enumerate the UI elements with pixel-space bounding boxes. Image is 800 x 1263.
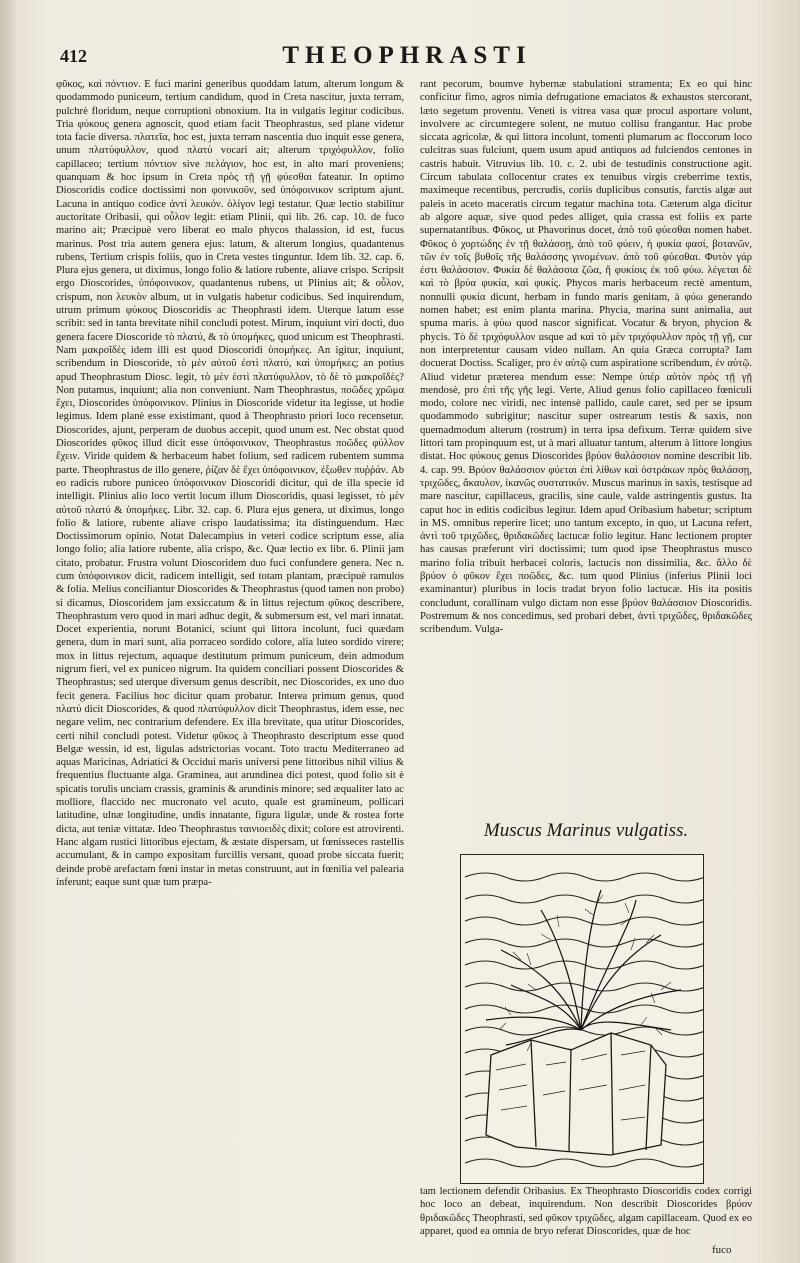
- page-number: 412: [60, 46, 87, 66]
- sea-moss-woodcut: [461, 855, 703, 1183]
- left-column-text: φῦκος, καὶ πόντιον. E fuci marini generibus quoddam latum, alterum longum & quodammodo puniceum, tertium candidum, quod in Creta nascitur, juxta terram, pulchrè floridum, neque corruptioni obnoxium. Ita in vulgatis legitur codicibus. Tria φύκους genera agnoscit, quod etiam facit Theophrastus, sed plane videtur tota facie diversa. πλατεῖα, hoc est, juxta terram nascentia duo inquit esse genera, unum πλατύφυλλον, quod πλατύ vocari ait; alterum τριχόφυλλον, folio capillaceo; tertium πόντιον sive πελάγιον, hoc est, in alto mari proveniens; quanquam & hoc ipsum in Creta πρὸς τῇ γῇ φύεσθαι fateatur. In optimo Dioscoridis codice doctissimi non φοινικοῦν, sed ὑπόφοινικον scriptum ajunt. Lacuna in antiquo codice ἀντὶ λευκόν. ὀλίγον legi testatur. Quæ lectio stabilitur auctoritate Oribasii, qui οὖλον legit: etiam Plinii, qui lib. 26. cap. 10. de fuco marino ait; Præcipuè vero liberat eo malo phycos thalassion, id est, fucus marinus. Post tria autem genera ejus: latum, & alterum longius, quadantenus rubens, Tertium crispis foliis, quo in Creta vestes tinguntur. Idem lib. 32. cap. 6. Plura ejus genera, ut diximus, longo folio & latiore rubente, aliave crispo. Scripsit ergo Dioscorides, ὑπόφοινικον, quadantenus rubens, ut Plinius ait; & οὖλον, crispum, non λευκὸν album, ut in vulgatis habetur codicibus. Sed inquirendum, utrum primum φύκους Dioscoridis ac Theophrasti idem. Uterque latum esse scribit: sed in tanta brevitate nihil concludi potest. Mirum, inquiunt viri docti, duo genera facere Dioscoride τὸ πλατύ, & τὸ ὑπομήκες, quod unicum est Theophrasti. Nam μακροῖδὲς idem illi est quod Dioscoridi ὑπομήκες. An igitur, inquiunt, scribendum in Dioscoride, τὸ μὲν αὐτοῦ ἐστὶ πλατύ, καὶ ὑπομήκες; an potius apud Theophrastum Diosc. legit, τὸ μὲν ἐστὶ πλατύφυλλον, τὸ δὲ τὸ μακροῖδὲς? Non putamus, inquiunt; alia non conveniunt. Nam Theophrastus, ποῶδες χρῶμα ἔχει, Dioscorides ὑπόφοινικον. Plinius in Dioscoride videtur ita legisse, ut hodie legimus. Idem planè esse existimant, quod à Theophrasto priori loco recensetur. Dioscorides, ajunt, perperam de duobus accepit, quod unum est. Nec obstat quod Dioscorides φῦκος illud dicit esse ὑπόφοινικον, Theophrastus ποῶδες φύλλον ἔχειν. Viride quidem & herbaceum habet folium, sed radicem rubentem summa parte. Theophrastus de illo genere, ῥίζαν δὲ ἔχει ὑπόφοινικον, ἐξωθεν πυῤῥάν. Ab eo radicis rubore puniceo ὑπόφοινικον Dioscoridi dicitur, qui de illa specie id intelligit. Plinius alio loco vertit locum illum Dioscoridis, quasi legisset, τὸ μὲν αὐτοῦ πλατύ & ὑπομήκες. Libr. 32. cap. 6. Plura ejus genera, ut diximus, longo folio & latiore, rubente aliave crispo laudatissima; ita distinguendum. Hæc Doctissimorum opinio. Notat Dalecampius in veteri codice scriptum esse, alia longo folio; alia latiore rubente, alia crispo, &c. Quæ lectio ex libr. 6. Plinii jam citato, probatur. Frustra volunt Dioscoridem duo fuci confundere genera. Nec n. cum ὑπόφοινικον dicit, radicem intelligit, sed totam plantam, præcipuè ramulos & folia. Melius conciliantur Dioscorides & Theophrastus (quod tamen non probo) si dicamus, Dioscoridem jam exsiccatum & in littus rejectum φῦκος describere, Theophrastum vero quod in mari adhuc degit, & submersum est, vel mari innatat. Docet experientia, norunt Botanici, sciunt qui littora incolunt, fuci quædam genera, dum in mari sunt, alia porraceo sordido colore, alia luteo sordido virere; mox in littus rejectum, aquaque destitutum primum puniceum, dein admodum nigrum fieri, vel ex puniceo nigrum. Ita quidem conciliari possent Dioscorides & Theophrastus; sed uterque diversum genus describit, nec Dioscorides, ex uno duo fecit genera. Facilius hoc dicitur quam probatur. Interea primum genus, quod πλατύ dicit Dioscorides, & quod πλατύφυλλον dicit Theophrastus, idem esse, nec negare velim, nec contrarium defendere. Ex illa brevitate, qua utitur Dioscorides, certi nihil concludi potest. Videtur φῦκος à Theophrasto descriptum esse quod Belgæ wessin, id est, ligulas adstrictorias vocant. Toto tractu Mediterraneo ad aquas Maricinas, Adriatici & Occidui maris universi pene littoribus nihil vilius & frequentius fluctuante alga. Graminea, aut arundinea dici potest, quod folio sit è spicatis torulis unciam crassis, graminis & arundinis minore; sed æqualiter lato ac molliore, flaccido nec mucronato vel acuto, quale est gramineum, pollicari latitudine, ulnæ longitudine, undis innatante, figura ligulæ, unde & rostea forte dicta, aut teniæ vittatæ. Ideo Theophrastus ταινιοειδὲς dixit; colore est atrovirenti. Hanc algam rustici littoribus ejectam, & æstate dispersam, ut fœnisseces rastellis accumulant, & in campo expositam furcillis versant, quoad probe siccata fuerit; deinde probè arefactam fœni instar in metas construunt, aut in fœnilia vel palearia inferunt; eaque sunt quæ tum præpa-: [56, 79, 404, 888]
- right-text-column-top: [420, 78, 752, 796]
- catchword: fuco: [712, 1244, 732, 1256]
- page-header: [52, 42, 762, 74]
- figure-caption: Muscus Marinus vulgatiss.: [483, 820, 689, 841]
- right-column-top-text: rant pecorum, boumve hybernæ stabulationi stramenta; Ex eo qui hinc conficitur fimo, agros nimia defrugatione emaciatos & exhaustos stercorant, læto segetum proventu. Veneti is vitrea vasa quæ procul asportare volunt, involvere ac circumtegere solent, ne mutuo collisu frangantur. Hac probe siccata agricolæ, & qui littora incolunt, tomenti plumarum ac floccorum loco culcitras suas fulciunt, quem usum apud antiquos ad fulciendos centones in castris habuit. Vitruvius lib. 10. c. 2. ubi de testudinis constructione agit. Circum tabulata collocentur crates ex tenuibus virgis creberrime textis, maximeque recentibus, percrudis, coriis duplicibus consutis, farctis algæ aut paleis in aceto maceratis circum tegatur machina tota. Cæterum alga dicitur ab algore aquæ, sive quod pedes alliget, quia crassa est foliis ex parte supernatantibus. Φῦκος, ut Phavorinus docet, ἀπὸ τοῦ φύεσθαι nomen habet. Φῦκος ὁ χορτώδης ἐν τῇ θαλάσσῃ, ἀπὸ τοῦ φύειν, ἡ φυκία φασί, βοτανῶν, τῶν ἐν τοῖς βυθοῖς τῆς θαλάσσης γινομένων. ἀπὸ τοῦ φύεσθαι. Φυτὸν γάρ ἐστι θαλάσσιον. Φυκία δὲ θαλάσσια ζῶα, ἤ φυκίοις ἐκ τοῦ φύω. λέγεται δὲ καὶ τὸ βρύα φυκία, καὶ φυκίς. Phycos maris herbaceum rectè amentum, nonnulli φυκία dicunt, herbam in fundo maris genitam, à φύω generando nomen habet; est enim planta marina. Phycia, marina sunt animalia, aut spuma maris. à φύω quod nascor significat. Vocatur & bryon, phycion & phycis. Τὸ δὲ τριχόφυλλον usque ad καὶ τὸ μὲν τριχόφυλλον πρὸς τῇ γῇ, cur non interpretentur causam video nullam. An quia Græca corrupta? Iam docuerat Doctiss. Scaliger, pro ἐν αὐτῷ cum aspiratione scribendum, ἐν αὐτῷ. Aliud videtur præterea mendum esse: Nempe ὑπέρ αὐτὸν πρὸς τῇ γῇ mendosè, pro ἐπὶ τῆς γῆς legi. Verte, Aliud genus folio capillaceo fœniculi modo, colore nec viridi, nec intensè pallido, caule caret, sed per se ipsum quodammodo subrigitur; nascitur super ostrearum testis & saxis, non quemadmodum alterum (rostrum) in terra ipsa defixum. Terræ quidem sive littori tam propinquum est, ut à mari alluatur tantum, alterum à littore longius distat. Hoc φύκους genus Dioscorides βρύον θαλάσσιον nomine describit lib. 4. cap. 99. Βρύον θαλάσσιον φύεται ἐπὶ λίθων καὶ ὀστράκων πρὸς θαλάσσῃ, τριχῶδες, ἄκαυλον, ἰκανῶς συστατικόν. Muscus marinus in saxis, testisque ad mare nascitur, capillaceus, gracilis, sine caule, valde astringentis gustus. Ita caput hoc in editis codicibus legitur. Idem apud Oribasium habetur; scriptum in MS. omnibus reperire licet; uno tantum excepto, in quo, ut Lacuna refert, ἀντὶ τοῦ τριχῶδες, θριδακῶδες lactucæ folio legitur. Hanc lectionem propter has causas præferunt viri doctissimi; tum quod ipse Theophrastus musco marino folia tribuit herbacei coloris, lactucis non dissimilia, &c. ἄλλο δὲ βρύον ὁ φῦκον ἔχει ποῶδες, &c. tum quod Plinius (inferius Plinii loci examinantur) pluribus in locis tradat bryon folio lactucæ. His ita positis concludunt, corallinam vulgo dictam non esse βρύον θαλάσσιον Dioscoridis. Postremum & nos concedimus, sed probari debet, ἀντὶ τριχῶδες, θριδακῶδες scribendum. Vulga-: [420, 79, 752, 636]
- running-title: THEOPHRASTI: [282, 42, 532, 69]
- right-text-column-bottom: [420, 1185, 752, 1255]
- woodcut-illustration: [460, 854, 704, 1184]
- right-column-bottom-text: tam lectionem defendit Oribasius. Ex Theophrasto Dioscoridis codex corrigi hoc loco an debeat, inquirendum. Non describit Dioscorides βρύον θριδακῶδες Theophrasti, sed φῦκον τριχῶδες, algam capillaceam. Quod ex eo apparet, quod ea omnia de bryo referat Dioscorides, quæ de hoc: [420, 1186, 752, 1237]
- left-text-column: [56, 78, 404, 1228]
- gutter-shadow: [0, 0, 18, 1263]
